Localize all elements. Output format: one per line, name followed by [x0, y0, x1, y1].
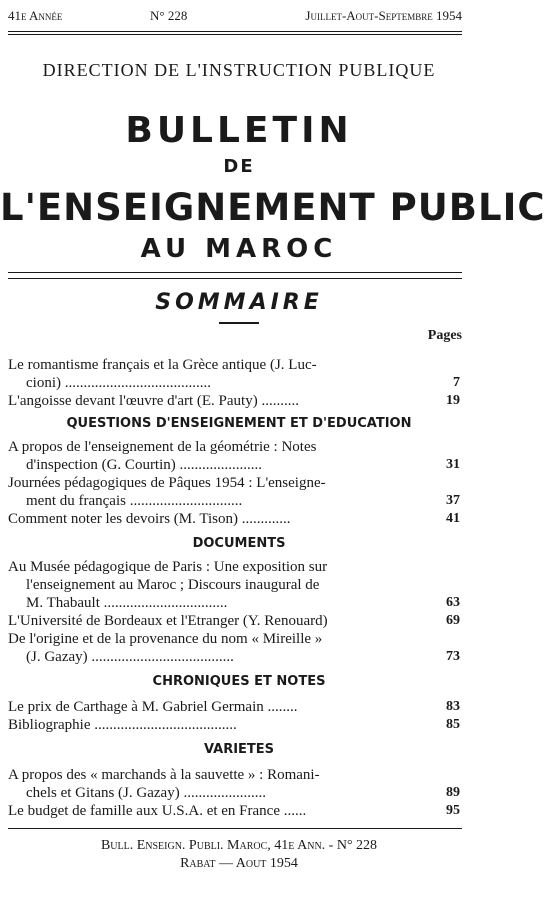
toc-section-heading: VARIETES [203, 742, 275, 757]
toc-page-number: 95 [446, 803, 460, 818]
toc-page-number: 83 [446, 699, 460, 714]
toc-entry-title: A propos de l'enseignement de la géométrie : Notes [8, 439, 317, 455]
toc-page-number: 69 [446, 613, 460, 628]
pages-label: Pages [427, 328, 462, 343]
toc-entry-title: L'angoisse devant l'œuvre d'art (E. Pauty) .......... [8, 393, 299, 409]
title-enseignement: L'ENSEIGNEMENT PUBLIC [0, 186, 546, 229]
toc-page-number: 85 [446, 717, 460, 732]
toc-page-number: 41 [446, 511, 460, 526]
toc-entry-title: L'Université de Bordeaux et l'Etranger (Y. Renouard) [8, 613, 328, 629]
toc-entry-title: Journées pédagogiques de Pâques 1954 : L'enseigne- [8, 475, 326, 491]
toc-page-number: 63 [446, 595, 460, 610]
toc-entry-title: Bibliographie ...................................... [8, 717, 237, 733]
toc-section-heading: QUESTIONS D'ENSEIGNEMENT ET D'EDUCATION [66, 416, 412, 431]
toc-section-heading: CHRONIQUES ET NOTES [152, 674, 326, 689]
title-bulletin: BULLETIN [125, 110, 353, 151]
toc-page-number: 19 [446, 393, 460, 408]
title-rule [8, 272, 462, 273]
toc-entry-title: Le budget de famille aux U.S.A. et en France ...... [8, 803, 307, 819]
toc-section-heading: DOCUMENTS [192, 536, 286, 551]
toc-page-number: 89 [446, 785, 460, 800]
toc-page-number: 73 [446, 649, 460, 664]
header-rule [8, 31, 462, 32]
sommaire-heading: SOMMAIRE [155, 290, 323, 315]
issue-year: 41e Année [8, 8, 63, 23]
toc-entry-title: (J. Gazay) ...................................... [26, 649, 234, 665]
toc-entry-title: cioni) ....................................... [26, 375, 211, 391]
toc-entry-title: A propos des « marchands à la sauvette » : Romani- [8, 767, 320, 783]
title-rule-2 [8, 278, 462, 279]
sommaire-underline [219, 322, 259, 324]
toc-entry-title: l'enseignement au Maroc ; Discours inaugural de [26, 577, 320, 593]
toc-page-number: 31 [446, 457, 460, 472]
toc-page-number: 37 [446, 493, 460, 508]
footer-place-date: Rabat — Aout 1954 [180, 856, 298, 871]
toc-entry-title: Le romantisme français et la Grèce antique (J. Luc- [8, 357, 317, 373]
toc-entry-title: Au Musée pédagogique de Paris : Une exposition sur [8, 559, 328, 575]
toc-entry-title: d'inspection (G. Courtin) ...................... [26, 457, 263, 473]
toc-entry-title: chels et Gitans (J. Gazay) ...................... [26, 785, 266, 801]
direction-line: DIRECTION DE L'INSTRUCTION PUBLIQUE [42, 60, 436, 80]
toc-page-number: 7 [453, 375, 460, 390]
issue-number: N° 228 [150, 8, 188, 23]
title-de: DE [223, 156, 255, 177]
footer-rule [8, 828, 462, 829]
toc-entry-title: ment du français .............................. [26, 493, 243, 509]
title-maroc: AU MAROC [140, 234, 338, 264]
toc-entry-title: Comment noter les devoirs (M. Tison) ............. [8, 511, 291, 527]
toc-entry-title: De l'origine et de la provenance du nom « Mireille » [8, 631, 323, 647]
toc-entry-title: Le prix de Carthage à M. Gabriel Germain ........ [8, 699, 298, 715]
issue-date: Juillet-Aout-Septembre 1954 [305, 8, 462, 23]
toc-entry-title: M. Thabault ................................. [26, 595, 228, 611]
footer-citation: Bull. Enseign. Publi. Maroc, 41e Ann. - N° 228 [100, 838, 378, 853]
issue-header [0, 8, 478, 28]
header-rule-2 [8, 34, 462, 35]
